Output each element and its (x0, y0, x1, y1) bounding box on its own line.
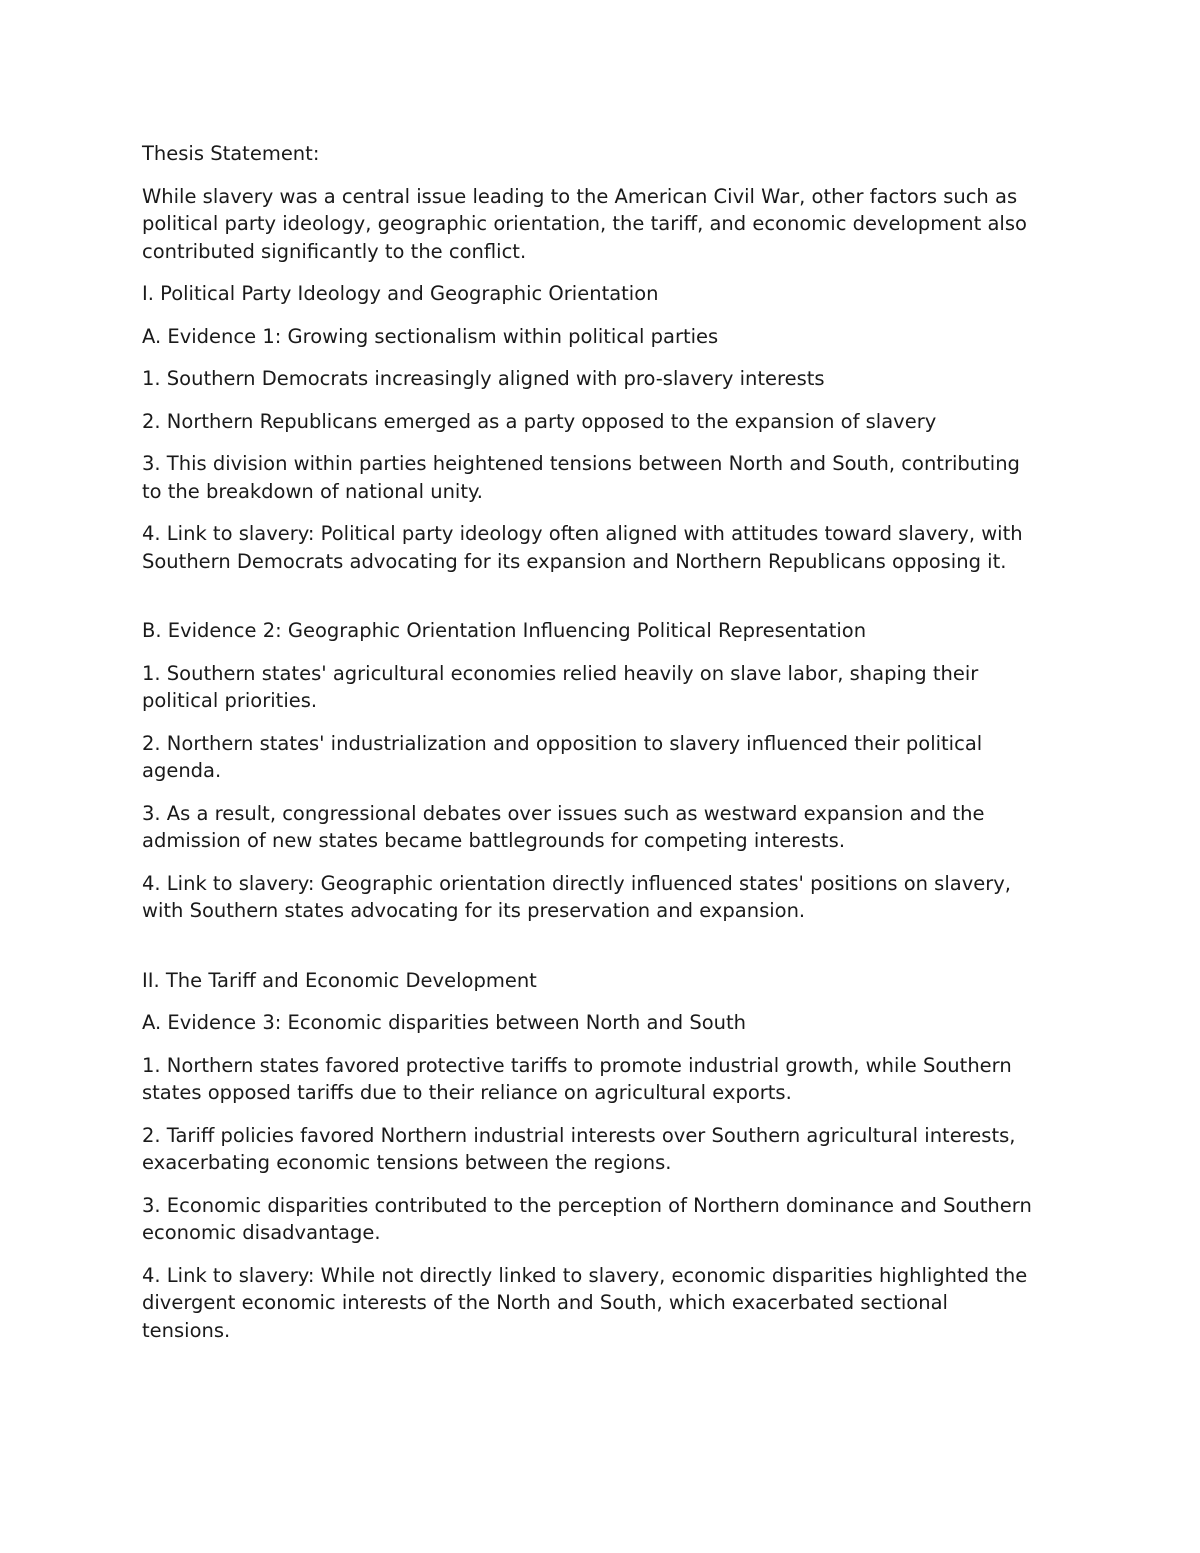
document-body (142, 140, 1042, 1359)
evidence-heading-2: B. Evidence 2: Geographic Orientation Influencing Political Representation (142, 619, 867, 642)
evidence-point: 3. Economic disparities contributed to the perception of Northern dominance and Southern economic disadvantage. (142, 1193, 1032, 1244)
evidence-point: 4. Link to slavery: While not directly linked to slavery, economic disparities highlighted the divergent economic interests of the North and South, which exacerbated sectional tensions. (142, 1263, 1028, 1342)
evidence-point: 4. Link to slavery: Geographic orientation directly influenced states' positions on slavery, with Southern states advocating for its preservation and expansion. (142, 871, 1011, 922)
evidence-point: 3. This division within parties heightened tensions between North and South, contributing to the breakdown of national unity. (142, 452, 1020, 503)
paragraph-spacer (142, 940, 1042, 967)
evidence-heading-1: A. Evidence 1: Growing sectionalism within political parties (142, 324, 719, 348)
evidence-point: 2. Northern states' industrialization and opposition to slavery influenced their political agenda. (142, 731, 983, 782)
evidence-point: 2. Northern Republicans emerged as a party opposed to the expansion of slavery (142, 409, 937, 433)
section-heading-2: II. The Tariff and Economic Development (142, 968, 537, 992)
evidence-point: 1. Southern states' agricultural economies relied heavily on slave labor, shaping their political priorities. (142, 661, 979, 712)
evidence-point: 2. Tariff policies favored Northern industrial interests over Southern agricultural interests, exacerbating economic tensions between the regions. (142, 1123, 1016, 1174)
paragraph-spacer (142, 590, 1042, 617)
evidence-point: 1. Northern states favored protective tariffs to promote industrial growth, while Southern states opposed tariffs due to their reliance on agricultural exports. (142, 1053, 1012, 1104)
section-heading-1: I. Political Party Ideology and Geographic Orientation (142, 282, 659, 305)
evidence-point: 1. Southern Democrats increasingly aligned with pro-slavery interests (142, 367, 825, 390)
thesis-text: While slavery was a central issue leading to the American Civil War, other factors such as political party ideology, geographic orientation, the tariff, and economic development also contributed significantly to the conflict. (142, 184, 1027, 263)
evidence-heading-3: A. Evidence 3: Economic disparities between North and South (142, 1011, 747, 1034)
thesis-label: Thesis Statement: (142, 142, 320, 165)
evidence-point: 4. Link to slavery: Political party ideology often aligned with attitudes toward slavery, with Southern Democrats advocating for its expansion and Northern Republicans opposing it. (142, 522, 1023, 573)
evidence-point: 3. As a result, congressional debates over issues such as westward expansion and the admission of new states became battlegrounds for competing interests. (142, 801, 985, 852)
